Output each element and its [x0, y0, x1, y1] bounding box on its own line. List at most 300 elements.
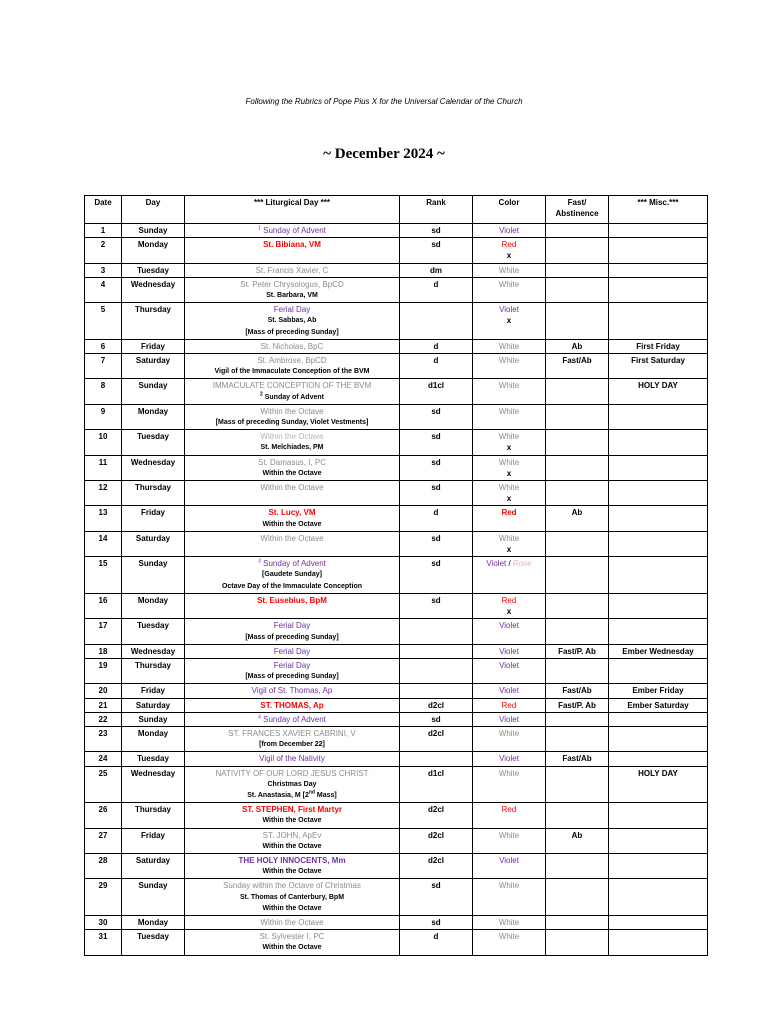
cell-date: 27 [85, 828, 122, 853]
cell-liturgical-day [185, 430, 400, 455]
cell-liturgical-day-line [187, 457, 397, 468]
cell-liturgical-day-text: St. Thomas of Canterbury, BpM [239, 893, 345, 901]
cell-color-text: White [498, 356, 520, 366]
cell-misc [609, 712, 708, 726]
cell-color-line [475, 606, 543, 617]
cell-date: 29 [85, 879, 122, 916]
cell-fast-abstinence [546, 658, 609, 683]
cell-liturgical-day-text: Sunday of Advent [260, 559, 326, 569]
cell-rank: d [400, 506, 473, 531]
cell-liturgical-day-text: THE HOLY INNOCENTS, Mm [238, 855, 346, 865]
cell-liturgical-day-text: St. Bibiana, VM [263, 240, 321, 250]
cell-liturgical-day [185, 263, 400, 277]
cell-liturgical-day-text: Sunday within the Octave of Christmas [223, 881, 361, 891]
table-row [85, 277, 708, 302]
cell-liturgical-day [185, 593, 400, 618]
cell-color-text: White [498, 533, 520, 543]
cell-misc: HOLY DAY [609, 379, 708, 404]
cell-rank [400, 658, 473, 683]
cell-liturgical-day [185, 531, 400, 556]
cell-misc: First Saturday [609, 354, 708, 379]
cell-misc [609, 803, 708, 828]
cell-liturgical-day-line [187, 519, 397, 530]
cell-misc [609, 593, 708, 618]
cell-liturgical-day [185, 752, 400, 766]
cell-fast-abstinence [546, 238, 609, 263]
cell-liturgical-day-text: Within the Octave [260, 406, 324, 416]
cell-day: Monday [122, 726, 185, 751]
cell-liturgical-day-text: IMMACULATE CONCEPTION OF THE BVM [212, 381, 372, 391]
table-row [85, 684, 708, 698]
cell-liturgical-day-text: ST. FRANCES XAVIER CABRINI, V [228, 728, 356, 738]
cell-liturgical-day-text: Within the Octave [260, 483, 324, 493]
cell-color [473, 828, 546, 853]
cell-color-line [475, 250, 543, 261]
cell-liturgical-day-text: [Mass of preceding Sunday] [245, 673, 339, 681]
table-row [85, 766, 708, 803]
cell-liturgical-day-line [187, 569, 397, 580]
cell-liturgical-day-text: Within the Octave [262, 904, 322, 912]
cell-date: 9 [85, 404, 122, 429]
cell-liturgical-day-text: St. Melchiades, PM [260, 444, 324, 452]
cell-day: Tuesday [122, 430, 185, 455]
cell-fast-abstinence: Ab [546, 828, 609, 853]
cell-liturgical-day-line [187, 468, 397, 479]
cell-liturgical-day-text: St. Anastasia, M [2 [247, 791, 309, 799]
cell-liturgical-day [185, 277, 400, 302]
cell-liturgical-day-line [187, 558, 397, 569]
cell-liturgical-day-text: Ferial Day [273, 646, 311, 656]
cell-fast-abstinence [546, 803, 609, 828]
cell-liturgical-day-text: Octave Day of the Immaculate Conception [221, 582, 363, 590]
cell-color-text: White [498, 881, 520, 891]
cell-liturgical-day-line [187, 866, 397, 877]
cell-liturgical-day-text: Within the Octave [260, 432, 324, 442]
cell-liturgical-day-text: Vigil of St. Thomas, Ap [251, 686, 333, 696]
cell-color-text: Red [501, 700, 517, 710]
cell-color [473, 712, 546, 726]
cell-fast-abstinence [546, 593, 609, 618]
cell-color-text: Red [501, 240, 517, 250]
header-fast-abstinence: Fast/ Abstinence [546, 196, 609, 224]
cell-misc [609, 430, 708, 455]
cell-liturgical-day-line [187, 841, 397, 852]
cell-color [473, 803, 546, 828]
cell-color-text: White [498, 279, 520, 289]
cell-color-text: Red [501, 595, 517, 605]
cell-date: 25 [85, 766, 122, 803]
cell-day: Thursday [122, 481, 185, 506]
cell-fast-abstinence [546, 303, 609, 340]
cell-fast-abstinence [546, 263, 609, 277]
cell-color-line [475, 457, 543, 468]
cell-date: 8 [85, 379, 122, 404]
cell-liturgical-day-line [187, 892, 397, 903]
header-color: Color [473, 196, 546, 224]
cell-liturgical-day [185, 915, 400, 929]
cell-day: Friday [122, 828, 185, 853]
cell-liturgical-day-text: Within the Octave [262, 842, 322, 850]
cell-day: Monday [122, 915, 185, 929]
cell-day: Wednesday [122, 644, 185, 658]
cell-liturgical-day-line [187, 815, 397, 826]
cell-liturgical-day-text: NATIVITY OF OUR LORD JESUS CHRIST [215, 768, 369, 778]
cell-color-text: Red [501, 805, 517, 815]
cell-fast-abstinence [546, 930, 609, 955]
cell-liturgical-day-text: 1 [258, 225, 261, 232]
cell-date: 15 [85, 557, 122, 594]
cell-color [473, 379, 546, 404]
cell-liturgical-day-text: St. Peter Chrysologus, BpCD [240, 279, 344, 289]
cell-misc [609, 277, 708, 302]
table-row [85, 506, 708, 531]
cell-color-line [475, 304, 543, 315]
cell-liturgical-day-line [187, 315, 397, 326]
cell-misc [609, 828, 708, 853]
table-row [85, 238, 708, 263]
cell-misc [609, 224, 708, 238]
table-row [85, 593, 708, 618]
cell-liturgical-day-line [187, 660, 397, 671]
table-row [85, 644, 708, 658]
table-row [85, 853, 708, 878]
table-row [85, 726, 708, 751]
cell-liturgical-day-text: Vigil of the Nativity [259, 754, 325, 764]
calendar-table [84, 195, 708, 956]
cell-fast-abstinence [546, 879, 609, 916]
cell-liturgical-day-line [187, 779, 397, 790]
cell-liturgical-day-line [187, 482, 397, 493]
cell-color [473, 354, 546, 379]
cell-color [473, 557, 546, 594]
cell-liturgical-day [185, 481, 400, 506]
cell-fast-abstinence [546, 557, 609, 594]
cell-liturgical-day-text: Ferial Day [273, 660, 311, 670]
cell-rank: d2cl [400, 853, 473, 878]
cell-rank: sd [400, 404, 473, 429]
cell-liturgical-day-text: St. Lucy, VM [268, 508, 316, 518]
table-row [85, 531, 708, 556]
cell-liturgical-day-text: Within the Octave [260, 533, 324, 543]
cell-rank [400, 752, 473, 766]
cell-day: Thursday [122, 803, 185, 828]
cell-liturgical-day [185, 726, 400, 751]
cell-color-line [475, 768, 543, 779]
cell-liturgical-day-text: [Mass of preceding Sunday] [245, 328, 339, 336]
cell-color-line [475, 315, 543, 326]
cell-liturgical-day-line [187, 790, 397, 801]
cell-fast-abstinence [546, 726, 609, 751]
cell-color-text: x [506, 443, 512, 453]
cell-rank: d [400, 354, 473, 379]
cell-color-text: White [498, 341, 520, 351]
cell-fast-abstinence [546, 712, 609, 726]
cell-color [473, 879, 546, 916]
page-title: ~ December 2024 ~ [323, 146, 445, 162]
cell-liturgical-day-text: Within the Octave [262, 520, 322, 528]
cell-color-line [475, 830, 543, 841]
cell-liturgical-day-text: ST. THOMAS, Ap [260, 700, 324, 710]
header-day: Day [122, 196, 185, 224]
cell-color [473, 684, 546, 698]
cell-liturgical-day-line [187, 341, 397, 352]
cell-date: 5 [85, 303, 122, 340]
cell-liturgical-day-text: St. Francis Xavier, C [255, 265, 329, 275]
cell-rank: dm [400, 263, 473, 277]
cell-misc: Ember Friday [609, 684, 708, 698]
cell-misc [609, 263, 708, 277]
cell-color [473, 430, 546, 455]
table-row [85, 263, 708, 277]
cell-rank: d [400, 277, 473, 302]
cell-color [473, 644, 546, 658]
cell-liturgical-day-line [187, 700, 397, 711]
table-row [85, 455, 708, 480]
cell-color-line [475, 225, 543, 236]
cell-liturgical-day-line [187, 265, 397, 276]
cell-day: Monday [122, 238, 185, 263]
cell-date: 17 [85, 619, 122, 644]
cell-liturgical-day [185, 766, 400, 803]
cell-liturgical-day [185, 828, 400, 853]
cell-date: 16 [85, 593, 122, 618]
cell-liturgical-day-text: ST. JOHN, ApEv [262, 830, 322, 840]
cell-liturgical-day-text: [Mass of preceding Sunday, Violet Vestments] [215, 419, 369, 427]
cell-date: 19 [85, 658, 122, 683]
cell-liturgical-day-line [187, 507, 397, 518]
cell-liturgical-day-text: Christmas Day [267, 780, 317, 788]
cell-liturgical-day-line [187, 632, 397, 643]
cell-misc [609, 658, 708, 683]
cell-color-line [475, 431, 543, 442]
cell-liturgical-day [185, 712, 400, 726]
cell-rank: d2cl [400, 803, 473, 828]
cell-liturgical-day-line [187, 225, 397, 236]
cell-color-line [475, 700, 543, 711]
cell-color-line [475, 620, 543, 631]
cell-liturgical-day-text: ST. STEPHEN, First Martyr [241, 805, 343, 815]
cell-day: Saturday [122, 531, 185, 556]
cell-day: Monday [122, 593, 185, 618]
cell-fast-abstinence [546, 379, 609, 404]
cell-liturgical-day-line [187, 685, 397, 696]
cell-liturgical-day [185, 557, 400, 594]
cell-day: Tuesday [122, 752, 185, 766]
cell-liturgical-day [185, 853, 400, 878]
table-row [85, 930, 708, 955]
cell-date: 1 [85, 224, 122, 238]
cell-color [473, 404, 546, 429]
cell-misc [609, 404, 708, 429]
cell-liturgical-day [185, 238, 400, 263]
cell-liturgical-day-line [187, 595, 397, 606]
cell-color [473, 224, 546, 238]
cell-misc [609, 726, 708, 751]
cell-misc: Ember Wednesday [609, 644, 708, 658]
calendar-body [85, 224, 708, 956]
cell-color [473, 698, 546, 712]
cell-liturgical-day-line [187, 753, 397, 764]
cell-day: Saturday [122, 853, 185, 878]
cell-liturgical-day [185, 698, 400, 712]
page-subtitle: Following the Rubrics of Pope Pius X for the Universal Calendar of the Church [245, 97, 523, 106]
header-misc: *** Misc.*** [609, 196, 708, 224]
cell-rank: sd [400, 915, 473, 929]
cell-liturgical-day-text: Sunday of Advent [260, 714, 326, 724]
cell-color-line [475, 507, 543, 518]
cell-color [473, 752, 546, 766]
cell-fast-abstinence: Ab [546, 506, 609, 531]
cell-day: Sunday [122, 557, 185, 594]
cell-rank: d2cl [400, 726, 473, 751]
cell-misc [609, 915, 708, 929]
cell-color-line [475, 558, 543, 569]
cell-misc [609, 879, 708, 916]
cell-color [473, 930, 546, 955]
cell-color-text: Violet [499, 305, 519, 315]
cell-color-line [475, 380, 543, 391]
cell-date: 22 [85, 712, 122, 726]
cell-day: Monday [122, 404, 185, 429]
cell-date: 13 [85, 506, 122, 531]
cell-liturgical-day-line [187, 830, 397, 841]
cell-date: 10 [85, 430, 122, 455]
cell-rank: d2cl [400, 828, 473, 853]
cell-color-line [475, 753, 543, 764]
cell-color [473, 915, 546, 929]
cell-date: 2 [85, 238, 122, 263]
cell-liturgical-day-text: 3 [258, 558, 261, 565]
cell-day: Saturday [122, 698, 185, 712]
cell-liturgical-day [185, 803, 400, 828]
cell-date: 21 [85, 698, 122, 712]
cell-color-line [475, 931, 543, 942]
cell-fast-abstinence [546, 277, 609, 302]
cell-misc [609, 455, 708, 480]
cell-color-line [475, 917, 543, 928]
table-row [85, 658, 708, 683]
table-row [85, 915, 708, 929]
cell-liturgical-day-line [187, 392, 397, 403]
cell-liturgical-day [185, 354, 400, 379]
cell-liturgical-day-text: Within the Octave [262, 469, 322, 477]
cell-liturgical-day-line [187, 279, 397, 290]
cell-color-line [475, 355, 543, 366]
cell-day: Tuesday [122, 930, 185, 955]
cell-fast-abstinence: Ab [546, 339, 609, 353]
cell-liturgical-day-text: nd [308, 789, 315, 796]
cell-liturgical-day-line [187, 942, 397, 953]
cell-rank [400, 684, 473, 698]
table-row [85, 404, 708, 429]
cell-fast-abstinence [546, 224, 609, 238]
cell-liturgical-day-text: 2 [260, 391, 263, 398]
cell-color-text: White [498, 457, 520, 467]
cell-liturgical-day-text: 4 [258, 714, 261, 721]
cell-liturgical-day-line [187, 768, 397, 779]
cell-liturgical-day [185, 455, 400, 480]
cell-liturgical-day-text: Within the Octave [262, 944, 322, 952]
table-row [85, 879, 708, 916]
cell-color [473, 619, 546, 644]
cell-date: 23 [85, 726, 122, 751]
cell-color-text: x [506, 607, 512, 617]
cell-liturgical-day-text: St. Sylvester I, PC [259, 932, 325, 942]
cell-color-text: x [506, 316, 512, 326]
cell-color [473, 853, 546, 878]
cell-liturgical-day-line [187, 714, 397, 725]
cell-day: Friday [122, 339, 185, 353]
cell-fast-abstinence: Fast/P. Ab [546, 698, 609, 712]
cell-liturgical-day-text: Sunday of Advent [262, 393, 324, 401]
cell-rank: sd [400, 593, 473, 618]
cell-liturgical-day-line [187, 366, 397, 377]
cell-fast-abstinence: Fast/Ab [546, 354, 609, 379]
cell-color-text: White [498, 728, 520, 738]
cell-color-line [475, 544, 543, 555]
cell-color [473, 277, 546, 302]
cell-liturgical-day-line [187, 903, 397, 914]
cell-color-text: White [498, 432, 520, 442]
cell-fast-abstinence [546, 404, 609, 429]
cell-color-text: Violet [499, 621, 519, 631]
cell-liturgical-day-line [187, 431, 397, 442]
cell-rank [400, 619, 473, 644]
cell-day: Friday [122, 506, 185, 531]
cell-liturgical-day-line [187, 290, 397, 301]
cell-liturgical-day [185, 619, 400, 644]
cell-liturgical-day [185, 644, 400, 658]
cell-day: Wednesday [122, 455, 185, 480]
cell-liturgical-day-line [187, 739, 397, 750]
cell-color-text: x [506, 494, 512, 504]
cell-color-text: White [498, 932, 520, 942]
cell-color-text: White [498, 768, 520, 778]
cell-day: Thursday [122, 303, 185, 340]
cell-color-text: Violet [499, 754, 519, 764]
cell-liturgical-day-text: [Mass of preceding Sunday] [245, 633, 339, 641]
cell-day: Sunday [122, 879, 185, 916]
cell-rank: sd [400, 430, 473, 455]
cell-date: 14 [85, 531, 122, 556]
cell-misc [609, 481, 708, 506]
cell-liturgical-day-line [187, 581, 397, 592]
cell-color-line [475, 660, 543, 671]
cell-color [473, 531, 546, 556]
cell-color-text: White [498, 406, 520, 416]
cell-color [473, 506, 546, 531]
cell-rank: sd [400, 879, 473, 916]
cell-date: 31 [85, 930, 122, 955]
cell-misc: First Friday [609, 339, 708, 353]
cell-rank [400, 303, 473, 340]
cell-color-line [475, 855, 543, 866]
cell-color [473, 303, 546, 340]
cell-liturgical-day-text: [from December 22] [259, 741, 325, 749]
cell-liturgical-day-line [187, 304, 397, 315]
cell-misc: Ember Saturday [609, 698, 708, 712]
cell-color-text: Violet [499, 646, 519, 656]
cell-liturgical-day-line [187, 646, 397, 657]
table-row [85, 712, 708, 726]
cell-liturgical-day-line [187, 355, 397, 366]
cell-color-line [475, 493, 543, 504]
cell-liturgical-day-line [187, 671, 397, 682]
cell-color-text: Violet [499, 660, 519, 670]
cell-date: 4 [85, 277, 122, 302]
table-row [85, 619, 708, 644]
cell-color-text: Violet [499, 714, 519, 724]
